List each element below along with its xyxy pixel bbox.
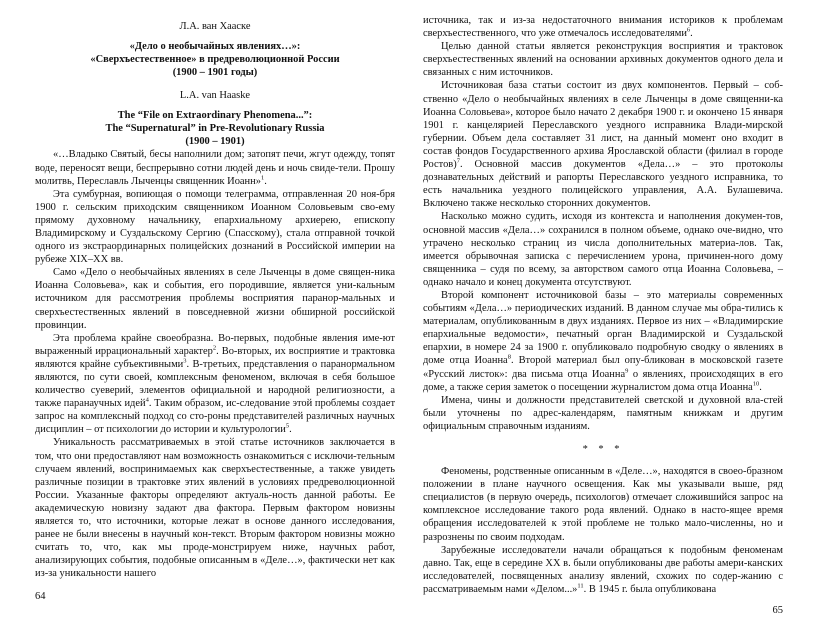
footnote-ref[interactable]: 5 xyxy=(285,422,290,430)
title-en-line: (1900 – 1901) xyxy=(185,135,245,147)
footnote-ref[interactable]: 6 xyxy=(686,26,691,34)
paragraph: Феномены, родственные описанным в «Деле…», находятся в своео-бразном положении в плане научного освещения. Как мы указывали выше, ряд специалистов (в первую очередь, психологов) отмечает сложившийся запрос на комплексное исследование такого рода явлений. Однако в насто-ящее время обращения исследователей к этой проблеме не только мало-численны, но и разрознены по своим подходам. xyxy=(423,466,783,543)
footnote-ref[interactable]: 7 xyxy=(456,157,460,165)
paragraph: Имена, чины и должности представителей светской и духовной вла-стей были уточнены по адрес-календарям, памятным книжкам и другим официальным справочным изданиям. xyxy=(423,394,783,432)
paragraph: Второй компонент источниковой базы – это материалы современных событиям «Дела…» периодических изданий. В данном случае мы обра-тились к материалам, опубликованным в двух изданиях. Первое из них – «Владимирские епархиальные ведомости», печатный орган Владимирской и Суздальской епархии, в номере 24 за 1900 г. опубликовало подробную сводку о явлениях в доме отца Иоанна$^8$. Второй материал был опу-бликован в московской газете «Русский листок»: два письма отца Иоанна$^9$ о явлениях, происходящих в его доме, а также серия заметок о посещении журналистом дома отца Иоанна$^{10}$. xyxy=(423,289,784,393)
author-ru: Л.А. ван Хааске xyxy=(179,21,251,32)
title-en-line: The “File on Extraordinary Phenomena...”: xyxy=(117,110,313,122)
paragraph: Источниковая база статьи состоит из двух компонентов. Первый – соб-ственно «Дело о необычайных явлениях в селе Лыченцы в доме священни-ка Иоанна Соловьева», которое было начато 2 декабря 1900 г. и окончено 15 января 1901 г. канцелярией Переславского уездного исправника Влади-мирской губернии. Объем дела составляет 31 лист, на данный момент оно входит в состав фондов Государственного архива Ярославской области (филиал в городе Ростов)$^7$. Основной массив документов «Дела…» – это протоколы дознавательных действий и рапорты Переславского уездного исправника, то есть начальника уездного полицейского управления, А.А. Булашевича. Включено также несколько сторонних документов. xyxy=(423,80,783,210)
section-separator: * * * xyxy=(582,444,624,455)
paragraph-epigraph: «…Владыко Святый, бесы наполнили дом; затопят печи, жгут одежду, топят воде, переносят вещи, беспрерывно сотни людей день и ночь свиде-тели. Прошу молитвь, Переславль Лыченцы священник Иоанн»$^1$. xyxy=(35,149,395,187)
page-number: 64 xyxy=(35,590,46,602)
paragraph: Эта сумбурная, вопиющая о помощи телеграмма, отправленная 20 ноя-бря 1900 г. сельским приходским священником Иоанном Соловьевым сво-ему прямому духовному начальнику, епархиальному архиерею, епископу Владимирскому и Суздальскому Сергию (Спасскому), стала отправной точкой одного из экстраординарных полицейских дознаний в Российской империи на рубеже XIX–XX вв. xyxy=(35,188,395,266)
title-en-line: The “Supernatural” in Pre-Revolutionary Russia xyxy=(105,123,325,134)
footnote-ref[interactable]: 1 xyxy=(260,174,265,182)
paragraph: источника, так и из-за недостаточного внимания историков к проблемам сверхъестественного, что уже отмечалось исследователями$^6$. xyxy=(423,15,783,40)
title-ru-line: (1900 – 1901 годы) xyxy=(172,66,258,78)
paragraph: Целью данной статьи является реконструкция восприятия и трактовок сверхъестественных явлений на основании архивных документов одного дела и связанных с ним источников. xyxy=(423,41,783,79)
title-ru-line: «Сверхъестественное» в предреволюционной России xyxy=(90,53,340,65)
footnote-ref[interactable]: 3 xyxy=(183,357,187,365)
paragraph: Эта проблема крайне своеобразна. Во-первых, подобные явления име-ют выраженный иррациональный характер$^2$. Во-вторых, их восприятие и трактовка являются крайне субъективными$^3$. В-третьих, представления о паранормальном являются, по сути своей, комплексным феноменом, включая в себя большое количество суеверий, элементов официальной и народной религиозности, а также паранаучных идей$^4$. Таким образом, ис-следование этой проблемы создает запрос на комплексный подход со сто-роны представителей различных научных дисциплин – от психологии до истории и культурологии$^5$. xyxy=(35,332,395,436)
paragraph: Само «Дело о необычайных явлениях в селе Лыченцы в доме священ-ника Иоанна Соловьева», как и события, его породившие, является уни-кальным источником для рассмотрения проблемы восприятия паранор-мальных и сверхъестественных явлений в повседневной жизни обширной российской провинции. xyxy=(35,267,395,331)
left-page xyxy=(35,0,395,609)
footnote-ref[interactable]: 9 xyxy=(625,367,629,375)
footnote-ref[interactable]: 11 xyxy=(577,582,584,590)
paragraph: Уникальность рассматриваемых в этой статье источников заключается в том, что они предоставляют нам возможность ознакомиться с исключи-тельным случаем явлений, воспринимаемых как сверхъестественные, а также увидеть различные позиции в трактовке этих явлений в условиях предреволюционной России. Указанные факторы определяют актуаль-ность данной работы. Ее академическую новизну задают два фактора. Первым фактором новизны является то, что источники, которые лежат в основе данного исследования, ранее не были внесены в научный кон-текст. Вторым фактором новизны можно считать то, что, как мы проде-монстрируем ниже, научных работ, анализирующих события, подобные описанным в «Деле…», фактически нет как из-за уникальности нашего xyxy=(35,437,395,580)
title-en xyxy=(35,110,395,148)
title-ru-line: «Дело о необычайных явлениях…»: xyxy=(129,41,301,53)
paragraph: Зарубежные исследователи начали обращаться к подобным феноменам давно. Так, еще в середине ХХ в. были опубликованы две работы амери-канских исследователей, посвященных анализу явлений, схожих по содер-жанию с рассматриваемым нами «Делом...»$^{11}$. В 1945 г. была опубликована xyxy=(423,544,783,595)
footnote-ref[interactable]: 8 xyxy=(507,353,511,361)
page-number: 65 xyxy=(772,604,783,616)
author-en: L.A. van Haaske xyxy=(179,90,251,102)
footnote-ref[interactable]: 2 xyxy=(212,344,217,352)
title-ru xyxy=(35,41,395,79)
footnote-ref[interactable]: 4 xyxy=(145,396,149,404)
right-page xyxy=(423,0,783,623)
paragraph: Насколько можно судить, исходя из контекста и наполнения докумен-тов, основной массив «Дела…» сохранился в полном объеме, однако оче-видно, что утрачено несколько страниц из числа дополнительных материа-лов. Так, имеется обрывочная записка с перечислением урона, причинен-ного дому священника – судя по всему, за авторством самого отца Иоанна Соловьева, – однако начало и конец документа отсутствуют. xyxy=(423,211,783,288)
footnote-ref[interactable]: 10 xyxy=(752,380,760,388)
